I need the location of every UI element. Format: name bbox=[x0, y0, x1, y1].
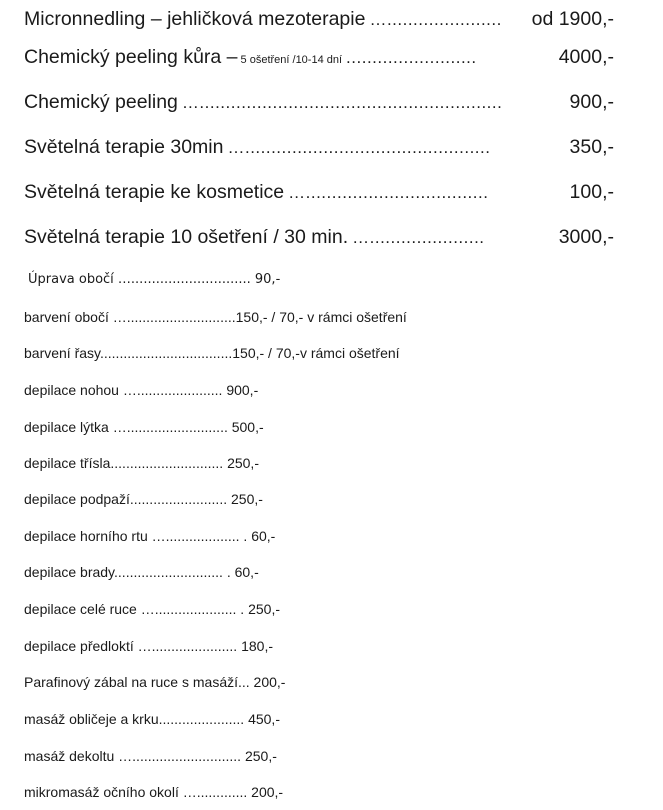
leader-dots: …................................... bbox=[288, 183, 489, 202]
service-price: 350,- bbox=[569, 136, 614, 158]
service-name: Světelná terapie ke kosmetice bbox=[24, 181, 285, 203]
leader-dots: …...................... bbox=[352, 228, 485, 247]
price-row-wax-calves: depilace lýtka ….......................... 500,- bbox=[24, 419, 264, 435]
leader-dots: …...................... bbox=[369, 10, 502, 29]
price-row-wax-forearm: depilace předloktí …...................... 180,- bbox=[24, 638, 273, 654]
price-row-eyebrow-tint: barvení obočí …............................150,- / 70,- v rámci ošetření bbox=[24, 309, 407, 325]
price-row-face-neck-massage: masáž obličeje a krku...................... 450,- bbox=[24, 711, 280, 727]
price-row-microneedling bbox=[24, 7, 614, 32]
price-row-light-therapy-30 bbox=[24, 135, 614, 160]
price-row-wax-full-arm: depilace celé ruce …..................... . 250,- bbox=[24, 601, 280, 617]
service-name: Chemický peeling kůra – bbox=[24, 46, 238, 68]
price-row-decollete-massage: masáž dekoltu …............................ 250,- bbox=[24, 748, 277, 764]
price-row-paraffin-hands: Parafinový zábal na ruce s masáží... 200,- bbox=[24, 674, 286, 690]
leader-dots: ….......................................................... bbox=[181, 93, 503, 112]
service-price: 100,- bbox=[569, 181, 614, 203]
price-row-light-therapy-cosmetics bbox=[24, 180, 614, 205]
service-note: 5 ošetření /10-14 dní bbox=[240, 54, 343, 66]
price-row-eyebrow-shaping: Úprava obočí …............................. 90,- bbox=[28, 272, 281, 287]
price-row-light-therapy-10 bbox=[24, 225, 614, 250]
service-price: 3000,- bbox=[558, 226, 614, 248]
service-name: Chemický peeling bbox=[24, 91, 178, 113]
service-name: Světelná terapie 30min bbox=[24, 136, 224, 158]
price-row-wax-legs: depilace nohou …...................... 900,- bbox=[24, 382, 259, 398]
leader-dots: …............................................... bbox=[227, 138, 491, 157]
price-row-chemical-peel-course bbox=[24, 45, 614, 72]
service-price: 4000,- bbox=[558, 46, 614, 68]
price-row-eye-area-massage: mikromasáž očního okolí …............. 200,- bbox=[24, 784, 284, 800]
price-row-wax-upper-lip: depilace horního rtu …................... . 60,- bbox=[24, 528, 276, 544]
leader-dots: ......................... bbox=[346, 48, 477, 67]
price-row-wax-underarms: depilace podpaží......................... 250,- bbox=[24, 491, 263, 507]
service-price: od 1900,- bbox=[531, 8, 614, 30]
service-name: Micronnedling – jehličková mezoterapie bbox=[24, 8, 366, 30]
price-row-wax-chin: depilace brady............................ . 60,- bbox=[24, 564, 259, 580]
price-row-chemical-peel bbox=[24, 90, 614, 115]
price-row-wax-groin: depilace třísla............................. 250,- bbox=[24, 455, 259, 471]
service-name: Světelná terapie 10 ošetření / 30 min. bbox=[24, 226, 349, 248]
price-row-eyelash-tint: barvení řasy..................................150,- / 70,-v rámci ošetření bbox=[24, 345, 400, 361]
service-price: 900,- bbox=[569, 91, 614, 113]
